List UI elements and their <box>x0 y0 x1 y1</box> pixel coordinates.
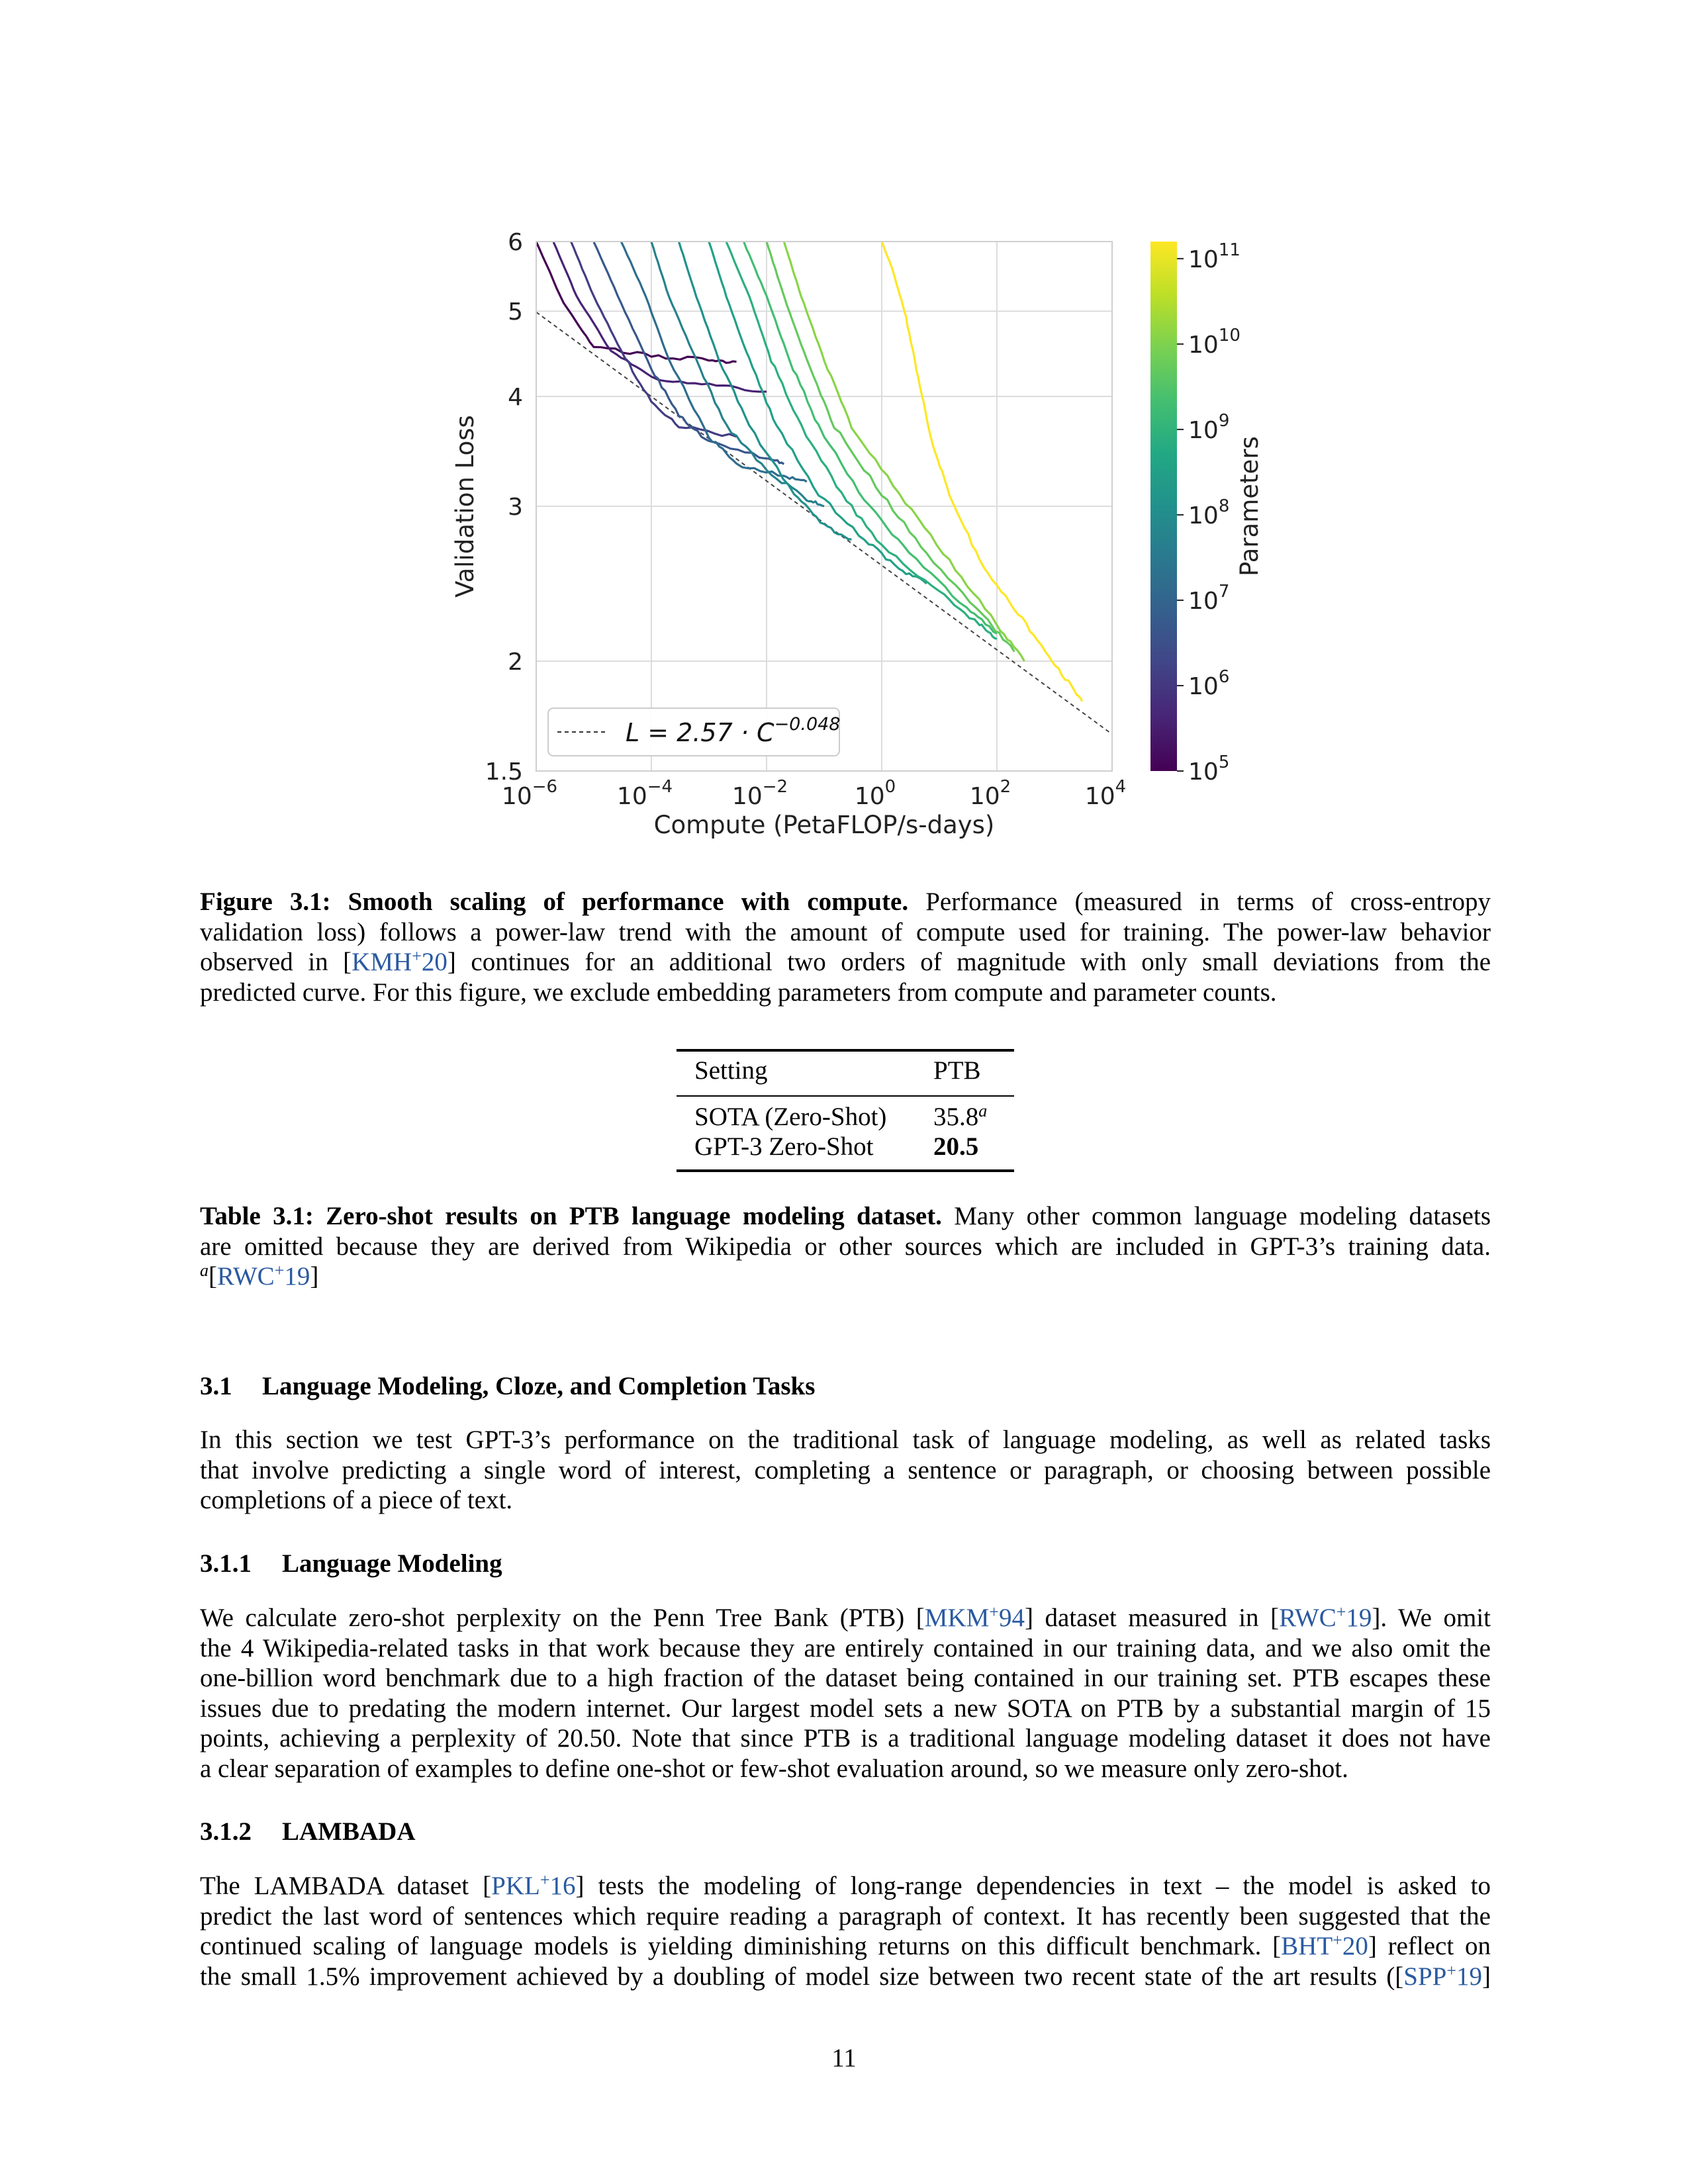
y-tick-label: 4 <box>508 383 523 411</box>
language-modeling-paragraph: We calculate zero-shot perplexity on the Penn Tree Bank (PTB) [MKM+94] dataset measured in [RWC+19]. We omit the 4 Wikipedia-related tasks in that work because they are entirely contained in our training data, and we also omit the one-billion word benchmark due to a high fraction of the dataset being contained in our training set. PTB escapes these issues due to predating the modern internet. Our largest model sets a new SOTA on PTB by a substantial margin of 15 points, achieving a perplexity of 20.50. Note that since PTB is a traditional language modeling dataset it does not have a clear separation of examples to define one-shot or few-shot evaluation around, so we measure only zero-shot. <box>200 1602 1491 1783</box>
y-axis-label: Validation Loss <box>451 415 479 598</box>
lambada-paragraph: The LAMBADA dataset [PKL+16] tests the modeling of long-range dependencies in text – the model is asked to predict the last word of sentences which require reading a paragraph of context. It has recently been suggested that the continued scaling of language models is yielding diminishing returns on this difficult benchmark. [BHT+20] reflect on the small 1.5% improvement achieved by a doubling of model size between two recent state of the art results ([SPP+19] <box>200 1870 1491 1991</box>
figure-caption-line: validation loss) follows a power-law trend with the amount of compute used for training. The power-law behavior <box>200 917 1491 946</box>
citation-link[interactable]: KMH+20 <box>352 946 447 976</box>
citation-link[interactable]: MKM+94 <box>924 1602 1025 1632</box>
page-number: 11 <box>831 2044 857 2072</box>
colorbar-tick-label: $10^{10}$ <box>1188 325 1241 359</box>
colorbar-tick-label: $10^8$ <box>1188 496 1230 529</box>
table-caption-line: are omitted because they are derived from Wikipedia or other sources which are included in GPT-3’s training data. <box>200 1232 1491 1261</box>
colorbar-tick-label: $10^{11}$ <box>1188 240 1241 273</box>
figure-caption-line: predicted curve. For this figure, we exclude embedding parameters from compute and parameter counts. <box>200 978 1277 1007</box>
section-intro-paragraph: In this section we test GPT-3’s performance on the traditional task of language modeling, as well as related tasks that involve predicting a single word of interest, completing a sentence or paragraph, or choosing between possible completions of a piece of text. <box>200 1426 1491 1514</box>
table-top-rule <box>677 1049 1014 1052</box>
table-header-ptb: PTB <box>933 1056 981 1085</box>
citation-link[interactable]: BHT+20 <box>1281 1931 1368 1960</box>
figure-caption-label: Figure 3.1: Smooth scaling of performance with compute. <box>200 887 909 916</box>
scaling-chart <box>437 218 1264 847</box>
table-caption: Table 3.1: Zero-shot results on PTB language modeling dataset. Many other common language modeling datasets are omitted because they are derived from Wikipedia or other sources which are included in GPT-3’s training data. $^a$[RWC+19] <box>200 1202 1491 1291</box>
table-header-setting: Setting <box>694 1056 768 1085</box>
legend-exponent: −0.048 <box>774 714 841 735</box>
ptb-table <box>677 1049 1014 1175</box>
y-tick-label: 5 <box>508 298 523 326</box>
x-tick-label: $10^{-4}$ <box>616 777 673 810</box>
table-cell-ptb-best: 20.5 <box>933 1132 979 1161</box>
subsection-heading-language-modeling: 3.1.1 Language Modeling <box>200 1549 502 1578</box>
table-mid-rule <box>677 1095 1014 1097</box>
colorbar <box>1150 242 1177 771</box>
table-cell-ptb: 35.8$^a$ <box>933 1101 988 1131</box>
x-axis-label: Compute (PetaFLOP/s-days) <box>653 811 995 839</box>
section-heading: 3.1 Language Modeling, Cloze, and Completion Tasks <box>200 1372 816 1400</box>
y-tick-label: 2 <box>508 648 523 676</box>
x-tick-label: $10^{-6}$ <box>501 777 558 810</box>
colorbar-tick-label: $10^7$ <box>1188 581 1230 615</box>
legend-entry: $L = 2.57 \cdot C^{-0.048}$ <box>626 714 841 747</box>
table-cell-setting: GPT-3 Zero-Shot <box>694 1132 874 1161</box>
x-tick-label: $10^0$ <box>854 777 896 810</box>
x-tick-label: $10^4$ <box>1084 777 1127 810</box>
citation-link[interactable]: SPP+19 <box>1403 1960 1482 1991</box>
colorbar-tick-label: $10^6$ <box>1188 666 1230 700</box>
figure-caption: Figure 3.1: Smooth scaling of performance with compute. Performance (measured in terms of cross-entropy validation loss) follows a power-law trend with the amount of compute used for training. The power-law behavior observed in [KMH+20] continues for an additional two orders of magnitude with only small deviations from the predicted curve. For this figure, we exclude embedding parameters from compute and parameter counts. <box>200 887 1491 1007</box>
citation-link[interactable]: PKL+16 <box>491 1870 576 1900</box>
x-tick-label: $10^2$ <box>969 777 1011 810</box>
legend <box>548 708 840 756</box>
y-tick-label: 1.5 <box>485 758 523 786</box>
table-cell-setting: SOTA (Zero-Shot) <box>694 1103 887 1131</box>
table-caption-label: Table 3.1: Zero-shot results on PTB language modeling dataset. <box>200 1202 942 1230</box>
table-bottom-rule <box>677 1169 1014 1172</box>
colorbar-tick-label: $10^9$ <box>1188 410 1230 444</box>
citation-link[interactable]: RWC+19 <box>217 1261 310 1291</box>
colorbar-label: Parameters <box>1235 436 1264 576</box>
y-tick-label: 3 <box>508 494 523 521</box>
colorbar-tick-label: $10^5$ <box>1188 752 1230 786</box>
citation-link[interactable]: RWC+19 <box>1279 1602 1372 1632</box>
x-tick-label: $10^{-2}$ <box>731 777 788 810</box>
figure-caption-text: Performance (measured in terms of cross-entropy <box>908 887 1491 916</box>
subsection-heading-lambada: 3.1.2 LAMBADA <box>200 1817 416 1846</box>
y-tick-label: 6 <box>508 229 523 256</box>
